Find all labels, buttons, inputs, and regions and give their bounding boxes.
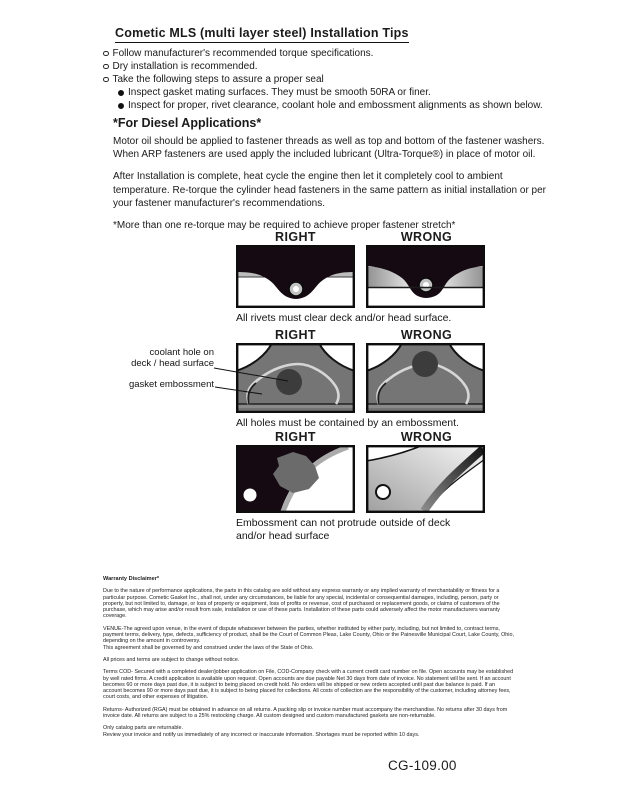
list-item-text: Take the following steps to assure a proper seal xyxy=(112,74,324,85)
wrong-label: WRONG xyxy=(400,328,453,342)
bullet-dot-icon xyxy=(118,103,124,109)
disclaimer-paragraph xyxy=(103,725,515,738)
catalog-code: CG-109.00 xyxy=(388,758,457,773)
diagram-row-rivets xyxy=(236,230,496,325)
disclaimer-text: This agreement shall be governed by and construed under the laws of the State of Ohio. xyxy=(103,644,314,651)
diesel-heading: *For Diesel Applications* xyxy=(113,116,262,130)
diagram-caption: All holes must be contained by an embossment. xyxy=(236,417,459,429)
diagram-headers xyxy=(236,430,496,445)
diesel-applications-section xyxy=(113,116,561,232)
list-item xyxy=(103,73,563,86)
diagram-row-embossment xyxy=(128,328,496,430)
rivet-wrong-diagram xyxy=(366,245,485,308)
disclaimer-paragraph: Due to the nature of performance applications, the parts in this catalog are sold without any express warranty or any implied warranty of merchantability or fitness for a particular purpose. Cometic Gasket Inc., shall not, under any circumstances, be liable for any special, incidental or consequential damages, including, person, party or property, but not limited to, damage, or loss of property or equipment, loss of profits or revenue, cost of purchased or replacement goods, or claims of customers of the purchase, which may arise and/or result from sale, installation or use of these parts. Installation of these parts could adversely affect the motor manufacturers warranty coverage. xyxy=(103,588,500,620)
disclaimer-heading: Warranty Disclaimer* xyxy=(103,576,160,582)
protrusion-wrong-diagram xyxy=(366,445,485,513)
coolant-hole-label-line1: coolant hole on xyxy=(149,347,214,358)
bullet-dot-icon xyxy=(118,90,124,96)
disclaimer-paragraph: Returns- Authorized (RGA) must be obtained in advance on all returns. A packing slip or invoice number must accompany the merchandise. No returns after 30 days from invoice date. All returns are subject to a 25% restocking charge. All custom designed and custom manufactured gaskets are non-returnable. xyxy=(103,706,508,720)
diesel-paragraph: After Installation is complete, heat cycle the engine then let it completely cool to ambient temperature. Re-torque the cylinder head fasteners in the same pattern as initial installation or per your fastener manufacturer's recommendations. xyxy=(113,171,547,209)
diagram-caption: All rivets must clear deck and/or head surface. xyxy=(236,312,452,324)
diagram-panels xyxy=(236,343,496,413)
embossment-right-diagram xyxy=(236,343,355,413)
warranty-disclaimer-section xyxy=(103,576,515,744)
bullet-circle-icon xyxy=(103,64,109,70)
diagram-panels xyxy=(236,445,496,513)
bullet-circle-icon xyxy=(103,77,109,83)
disclaimer-text: Review your invoice and notify us immediately of any incorrect or inaccurate information. Shortages must be reported within 10 days. xyxy=(103,731,420,738)
list-item-text: Inspect gasket mating surfaces. They must be smooth 50RA or finer. xyxy=(128,87,431,98)
list-item xyxy=(103,60,563,73)
right-label: RIGHT xyxy=(275,230,316,244)
page-title xyxy=(115,26,409,43)
protrusion-right-diagram xyxy=(236,445,355,513)
coolant-hole-label xyxy=(118,347,214,369)
list-item-text: Follow manufacturer's recommended torque specifications. xyxy=(112,48,374,59)
retorque-note: *More than one re-torque may be required to achieve proper fastener stretch* xyxy=(113,220,456,232)
diagram-row-protrusion xyxy=(236,430,496,542)
page-title-text: Cometic MLS (multi layer steel) Installation Tips xyxy=(115,26,409,43)
right-label: RIGHT xyxy=(275,430,316,444)
gasket-embossment-label: gasket embossment xyxy=(128,379,214,390)
disclaimer-text: Only catalog parts are returnable. xyxy=(103,725,184,732)
disclaimer-paragraph: Terms COD- Secured with a completed dealer/jobber application on File, COD-Company check with a current credit card number on file. Open accounts may be established by well rated firms. A credit application is available upon request. Open accounts are due payable Net 30 days from date of invoice. No statement will be sent. If an account becomes 60 or more days past due, it is subject to being placed on credit hold. No orders will be shipped or new orders accepted until past due balance is paid. If an account becomes 90 or more days past due, it is subject to being placed for collections. All costs of collection are the responsibility of the customer, including attorney fees, court costs, and other expenses of litigation. xyxy=(103,669,514,701)
installation-tips-list xyxy=(103,47,563,112)
list-item-sub xyxy=(118,99,563,112)
list-item-sub xyxy=(118,86,563,99)
diesel-paragraph: Motor oil should be applied to fastener threads as well as top and bottom of the fastener washers. When ARP fasteners are used apply the included lubricant (Ultra-Torque®) in place of motor oil. xyxy=(113,136,545,161)
list-item-text: Dry installation is recommended. xyxy=(112,61,258,72)
right-label: RIGHT xyxy=(275,328,316,342)
embossment-wrong-diagram xyxy=(366,343,485,413)
disclaimer-paragraph xyxy=(103,626,515,651)
wrong-label: WRONG xyxy=(400,430,453,444)
list-item xyxy=(103,47,563,60)
diagram-caption: Embossment can not protrude outside of deck and/or head surface xyxy=(236,517,451,542)
list-item-text: Inspect for proper, rivet clearance, coolant hole and embossment alignments as shown below. xyxy=(128,100,543,111)
bullet-circle-icon xyxy=(103,51,109,57)
coolant-hole-label-line2: deck / head surface xyxy=(131,358,214,369)
rivet-right-diagram xyxy=(236,245,355,308)
diagram-headers xyxy=(236,230,496,245)
disclaimer-paragraph: All prices and terms are subject to change without notice. xyxy=(103,656,240,663)
diagram-panels xyxy=(236,245,496,308)
diagram-headers xyxy=(236,328,496,343)
wrong-label: WRONG xyxy=(400,230,453,244)
disclaimer-text: VENUE-The agreed upon venue, in the event of dispute whatsoever between the parties, whether instituted by either party, including, but not limited to, contract terms, payment terms, delivery, type, defects, sufficiency of product, shall be the Court of Common Pleas, Lake County, Ohio or the Painesville Municipal Court, Lake County, Ohio, depending on the amount in controversy. xyxy=(103,625,514,645)
